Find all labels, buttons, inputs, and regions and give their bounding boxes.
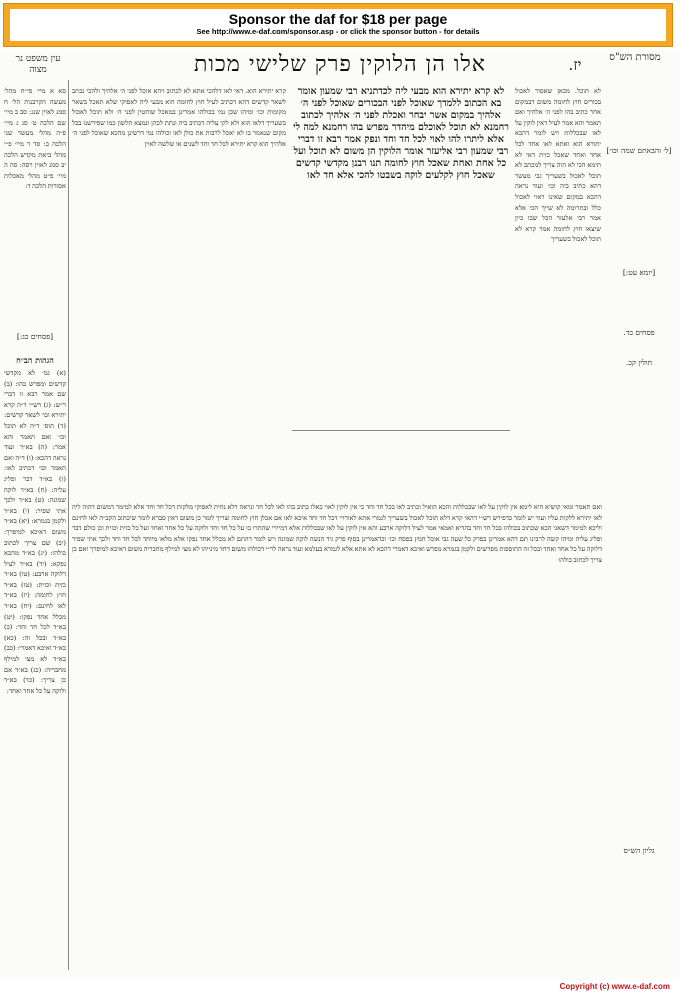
margin-note: [ל׳ והבאתם שמה וכו׳] xyxy=(606,146,672,155)
margin-note: [יומא עט:] xyxy=(622,268,656,277)
tosafot-column: לא תוכל. מכאן שאסור לאכול בכורים חוץ לחומה משום דבמקום אחר כתיב בהו לפני ה׳ אלהיך ואם תאמר והא אמר לעיל דאין לוקין על לאו שבכללות ויש לומר דהכא יתורא הוא ואתא לאו אחד לכל אחד ואחד שאכל כזית דאי לא תימא הכי לא הוה צריך למכתב לא תוכל לאכול בשעריך גבי מעשר דהא כתיב ביה וכו׳ ועוד נראה דהכא במקום שאינו ראוי לאכול כלל ובתרומה לא שייך הכי אלא אמר רבי אלעזר הכל שבו כיון שיצאו חוץ לחומה אמר קרא לא תוכל לאכול בשעריך xyxy=(515,87,601,244)
column-divider xyxy=(68,80,69,970)
margin-note: חולין קכ. xyxy=(625,358,653,367)
margin-note: פסחים כד. xyxy=(623,328,655,337)
mesoret-hashas-label: מסורת הש"ס xyxy=(609,52,661,63)
copyright-notice[interactable]: Copyright (c) www.e-daf.com xyxy=(559,982,670,991)
margin-note: גליון הש״ס xyxy=(623,846,655,855)
page-title: אלו הן הלוקין פרק שלישי מכות xyxy=(194,52,486,77)
hagahot-column: (א) גמ׳ לא מקדשי קדשים ומפרש בהו: (ב) שם אמר רבא זו דברי ר״ש: (ג) רש״י ד״ה קרא יתירא וכו׳ לשאר קדשים: (ד) תוס׳ ד״ה לא תוכל וכו׳ ואם תאמר והא אמר: (ה) בא״ד ועוד נראה דהכא: (ו) ד״ה ואם תאמר וכו׳ דכתיב לאו: (ז) בא״ד דבר ופליג עליה: (ח) בא״ד לוקה שמונה: (ט) בא״ד ולכך אתי שפיר: (י) בא״ד ולקמן בגמרא: (יא) בא״ד משום דאיכא למיפרך: (יב) שם צריך לכתוב כולהו: (יג) בא״ד מהכא נפקא: (יד) בא״ד לעיל דלוקה ארבע: (טו) בא״ד כזית וכזית: (טז) בא״ד חוץ לחומה: (יז) בא״ד לאו לחינם: (יח) בא״ד מכלל אחד נפקו: (יט) בא״ד לכל חד וחד: (כ) בא״ד ובכל זה: (כא) בא״ד ואיכא דאמרי: (כב) בא״ד לא מצי למילף מחבריה: (כג) בא״ד אם כן צריך: (כד) בא״ד ולוקה על כל אחד ואחד: xyxy=(4,369,66,695)
ein-mishpat-column: סא א מיי׳ פי״ח מהל׳ מעשה הקרבנות הל׳ ח סמג לאוין שנג: סב ב מיי׳ שם הלכה ט׳ סג ג מיי׳ פ״ה מהל׳ מעשר שני הלכה ב: סד ד מיי׳ פ״י מהל׳ ביאת מקדש הלכה יב סמג לאוין רסה: סה ה מיי׳ פ״ט מהל׳ מאכלות אסורות הלכה ד: xyxy=(4,87,66,191)
folio-number: יז. xyxy=(568,56,582,74)
lower-commentary: ואם תאמר ומאי קושיא היא לימא אין לוקין על לאו שבכללות והכא הואיל וכתיב לאו בכל חד וחד כי אין לוקין לאוי כאלו כתוב בהו לאו לכל חד ונראה דלא נחית לאפוקי מלקות דכל חד וחד אלא למימר דמשום דהוה ליה לאו יתירא ללקות עליו ועוד יש לומר כדפירש רש״י דהאי קרא דלא תוכל לאכול בשעריך לגמרי אתא לאורויי דכל חד וחד איכא לאו אם אכלן חוץ לחומה וצריך לומר כן משום דאין סברא לומר שיכתוב הקב״ה לאו לחינם וליכא למימר דשאני הכא שכתוב בכולהו בכל חד וחד בהדיא ואמאי אמר לעיל דלוקה ארבע והא אין לוקין על לאו שבכללות אלא דמיירי שהתרו בו על כל חד וחד ולוקה על כל אחד ואחד ועל כל כזית וכזית וכן כולם דבר ופליג עליה ומיהו קשה לרבינו תם דהא אמרינן בפרק כל שעה גבי אוכל חמץ בפסח וכו׳ וכדאמרינן בסוף פרק גיד הנשה לוקה שמונה ויש לומר דהתם לא מכלל אחד נפקו אלא מלאו מיוחד לכל חד וחד ולכך אתי שפיר דלוקה על כל אחד ואחד ובכל זה התוספות מפרשים ולקמן בגמרא מפרש ואיכא דאמרי דהכא לא אתא אלא לגמרא בעלמא ועוד נראה לר״י דכולהו משום דחד מינייהו לא מצי למילף מחבריה משום דאיכא למיפרך ואם כן צריך לכתוב כולהו xyxy=(72,503,602,564)
ein-mishpat-label: עין משפט נר מצוה xyxy=(15,54,61,75)
gemara-text: לא קרא יתירא הוא מבעי ליה לכדתניא רבי שמעון אומר בא הכתוב ללמדך שאוכל לפני הבכורים שאוכל לפני ה׳ אלהיך במקום אשר יבחר ואכלת לפני ה׳ אלהיך לכתוב רחמנא לא תוכל לאוכלם מיהדר מפרש בהו רחמנא למה לי אלא ליתרו להו לאוי לכל חד וחד ונפק אמר רבא זו דברי רבי שמעון רבי אליעזר אומר הלוקין הן משום לא תוכל ועל כל אחת ואחת שאכל חוץ לחומה תנו רבנן מקדשי קדשים שאכל חוץ לקלעים לוקה בשבטו להכי אלא חד לאו xyxy=(293,86,509,181)
sponsor-banner-inner[interactable] xyxy=(10,9,666,41)
margin-note: [פסחים כג:] xyxy=(16,332,54,341)
sponsor-subtitle[interactable]: See http://www.e-daf.com/sponsor.asp - or click the sponsor button - for details xyxy=(196,27,480,36)
hagahot-heading: הגהות הב״ח xyxy=(16,355,54,365)
rashi-column: קרא יתירא הוא. דאי לאו דלהכי אתא לא לכתוב ויהא אוכל לפני ה׳ אלהיך ולהכי נכתב לשאר קדשים דהא דכתיב לעיל חוץ לחומה הוא מבעי ליה לאפוקי שלא תאכל בשאר מקומות וכו׳ ומיהו שכן נמי בכולהו אמרינן במאכל שוחטין לפני ה׳ ולא תוכל לאכול בשעריך דלאו הוא ולא לקי עליה דכתיב ביה ונתת לכהן ונמצא הלשון כמו שפירשנו בכל מקום שנאמר בו לא יאכל לרבות את כולן לאו וכולהו נמי דרשינן מהכא שאוכל לפני ה׳ אלהיך הוא קרא יתירא לכל חד וחד לשנים או שלשה לאוין xyxy=(72,87,286,148)
sponsor-title[interactable]: Sponsor the daf for $18 per page xyxy=(228,11,448,27)
section-divider xyxy=(292,430,510,431)
sponsor-banner[interactable] xyxy=(3,3,673,47)
talmud-page xyxy=(0,50,680,980)
